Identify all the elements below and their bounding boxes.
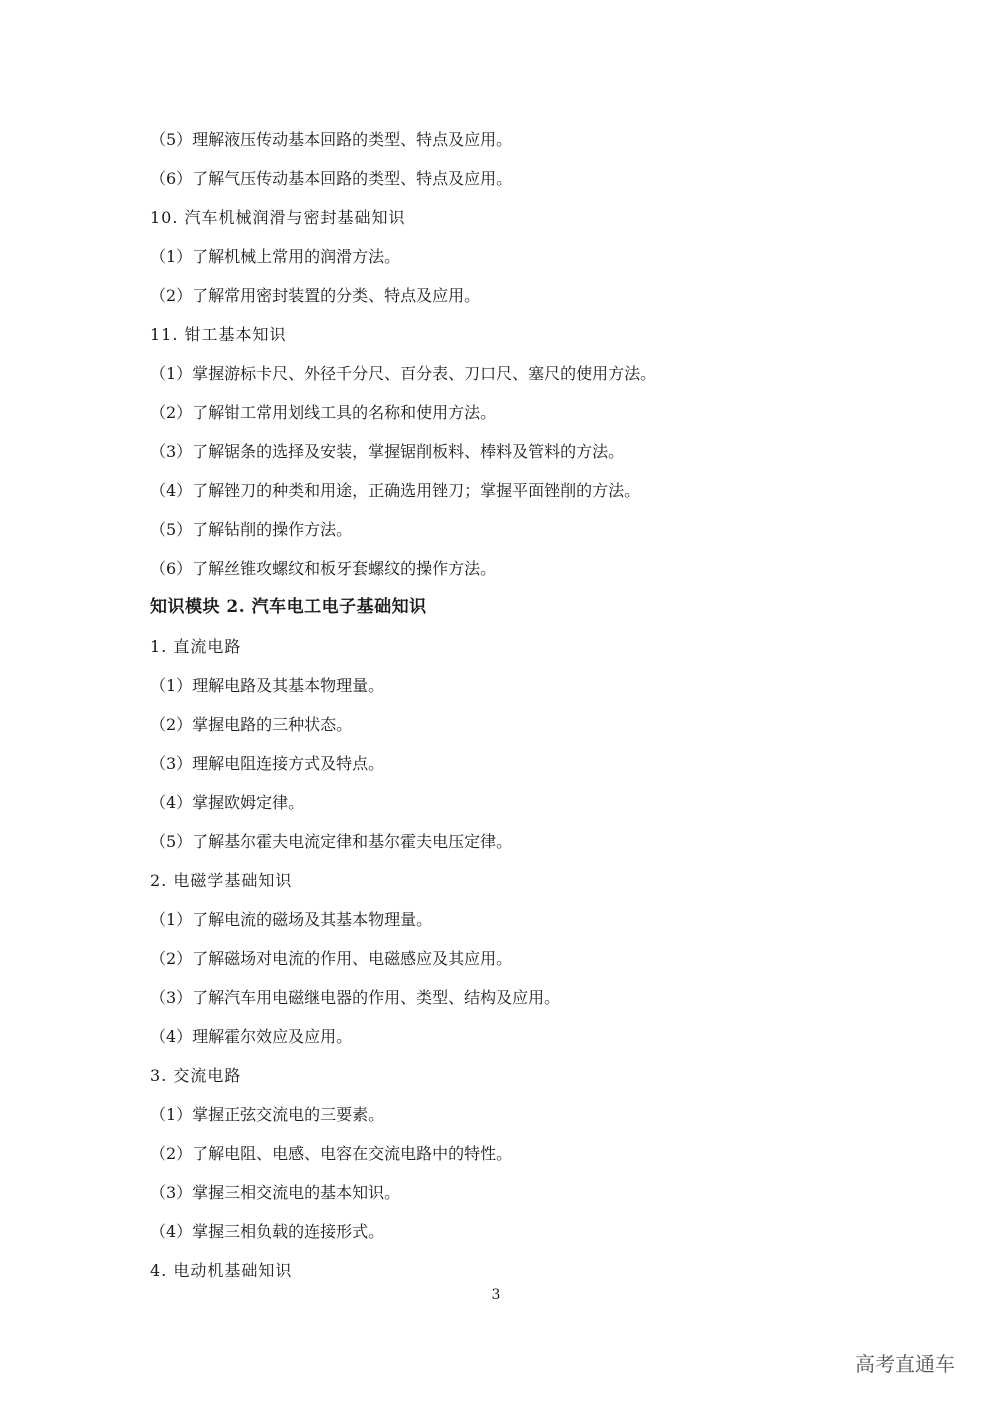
list-item: （6）了解气压传动基本回路的类型、特点及应用。 [150,169,513,188]
page-number: 3 [491,1287,501,1303]
list-item: （3）掌握三相交流电的基本知识。 [150,1183,401,1202]
list-item: （1）了解机械上常用的润滑方法。 [150,247,401,266]
list-item: （5）了解钻削的操作方法。 [150,520,353,539]
list-item: （1）掌握游标卡尺、外径千分尺、百分表、刀口尺、塞尺的使用方法。 [150,364,657,383]
list-item: （4）了解锉刀的种类和用途，正确选用锉刀；掌握平面锉削的方法。 [150,481,641,500]
list-item: （2）了解钳工常用划线工具的名称和使用方法。 [150,403,497,422]
section-heading: 2. 电磁学基础知识 [150,871,293,890]
section-heading: 1. 直流电路 [150,637,242,656]
watermark-text: 高考直通车 [855,1352,955,1376]
list-item: （1）掌握正弦交流电的三要素。 [150,1105,385,1124]
section-heading: 11. 钳工基本知识 [150,325,287,344]
list-item: （4）掌握三相负载的连接形式。 [150,1222,385,1241]
list-item: （3）了解汽车用电磁继电器的作用、类型、结构及应用。 [150,988,561,1007]
section-heading: 10. 汽车机械润滑与密封基础知识 [150,208,406,227]
list-item: （6）了解丝锥攻螺纹和板牙套螺纹的操作方法。 [150,559,497,578]
list-item: （1）理解电路及其基本物理量。 [150,676,385,695]
list-item: （2）掌握电路的三种状态。 [150,715,353,734]
list-item: （3）了解锯条的选择及安装，掌握锯削板料、棒料及管料的方法。 [150,442,625,461]
section-heading: 4. 电动机基础知识 [150,1261,293,1280]
list-item: （5）了解基尔霍夫电流定律和基尔霍夫电压定律。 [150,832,513,851]
list-item: （4）理解霍尔效应及应用。 [150,1027,353,1046]
section-module-title: 知识模块 2. 汽车电工电子基础知识 [150,597,427,617]
list-item: （1）了解电流的磁场及其基本物理量。 [150,910,433,929]
list-item: （5）理解液压传动基本回路的类型、特点及应用。 [150,130,513,149]
list-item: （2）了解常用密封装置的分类、特点及应用。 [150,286,481,305]
list-item: （3）理解电阻连接方式及特点。 [150,754,385,773]
list-item: （4）掌握欧姆定律。 [150,793,305,812]
list-item: （2）了解磁场对电流的作用、电磁感应及其应用。 [150,949,513,968]
list-item: （2）了解电阻、电感、电容在交流电路中的特性。 [150,1144,513,1163]
section-heading: 3. 交流电路 [150,1066,242,1085]
